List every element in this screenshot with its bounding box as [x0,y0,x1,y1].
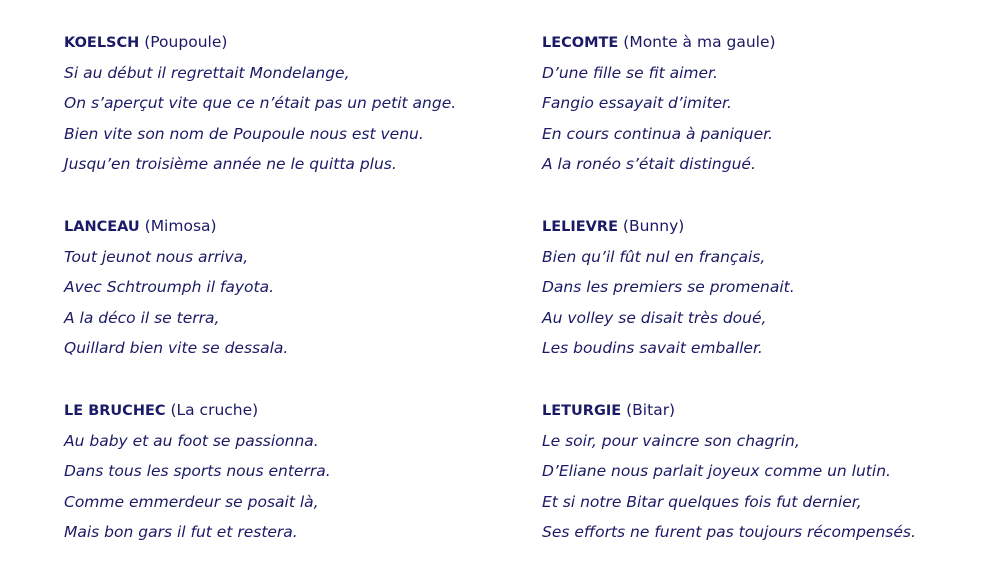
verse-line: Comme emmerdeur se posait là, [64,492,319,511]
verse-line: Au baby et au foot se passionna. [64,431,319,450]
verse-line: Quillard bien vite se dessala. [64,339,289,358]
verse-line: Dans tous les sports nous enterra. [64,462,331,481]
stanza-header [542,27,982,58]
verse-line: A la ronéo s’était distingué. [542,155,756,174]
verse-line: On s’aperçut vite que ce n’était pas un petit ange. [64,94,457,113]
left-column [64,27,504,579]
verse-line: Ses efforts ne furent pas toujours récompensés. [542,523,916,542]
nickname: (Mimosa) [144,216,217,235]
surname: LELIEVRE [542,218,618,235]
verse-line: Le soir, pour vaincre son chagrin, [542,431,800,450]
stanza-le-bruchec [64,395,504,548]
stanza-header [542,211,982,242]
surname: LECOMTE [542,35,619,51]
stanza-lanceau [64,211,504,364]
verse-line: Bien qu’il fût nul en français, [542,247,766,266]
surname: LE BRUCHEC [64,402,166,419]
right-column [542,27,982,579]
verse-line: D’Eliane nous parlait joyeux comme un lutin. [542,462,891,481]
stanza-koelsch [64,27,504,180]
nickname: (Bunny) [622,216,685,235]
verse-line: Tout jeunot nous arriva, [64,247,249,266]
verse-line: En cours continua à paniquer. [542,124,774,143]
verse-line: Mais bon gars il fut et restera. [64,523,298,542]
stanza-leturgie [542,395,982,548]
surname: LETURGIE [542,402,622,419]
stanza-header [542,395,982,426]
verse-line: Bien vite son nom de Poupoule nous est venu. [64,124,424,143]
verse-line: A la déco il se terra, [64,308,220,327]
surname: LANCEAU [64,218,140,235]
surname: KOELSCH [64,35,140,51]
verse-line: Et si notre Bitar quelques fois fut dernier, [542,492,862,511]
verse-line: Si au début il regrettait Mondelange, [64,63,350,82]
nickname: (Monte à ma gaule) [623,33,776,51]
verse-line: Avec Schtroumph il fayota. [64,278,275,297]
nickname: (Poupoule) [144,33,228,51]
verse-line: Dans les premiers se promenait. [542,278,795,297]
verse-line: Fangio essayait d’imiter. [542,94,732,113]
stanza-lelievre [542,211,982,364]
nickname: (La cruche) [170,400,259,419]
stanza-header [64,395,504,426]
nickname: (Bitar) [626,400,676,419]
verse-line: D’une fille se fit aimer. [542,63,718,82]
verse-line: Au volley se disait très doué, [542,308,767,327]
stanza-header [64,211,504,242]
stanza-header [64,27,504,58]
stanza-lecomte [542,27,982,180]
verse-line: Les boudins savait emballer. [542,339,763,358]
verse-line: Jusqu’en troisième année ne le quitta plus. [64,155,397,174]
